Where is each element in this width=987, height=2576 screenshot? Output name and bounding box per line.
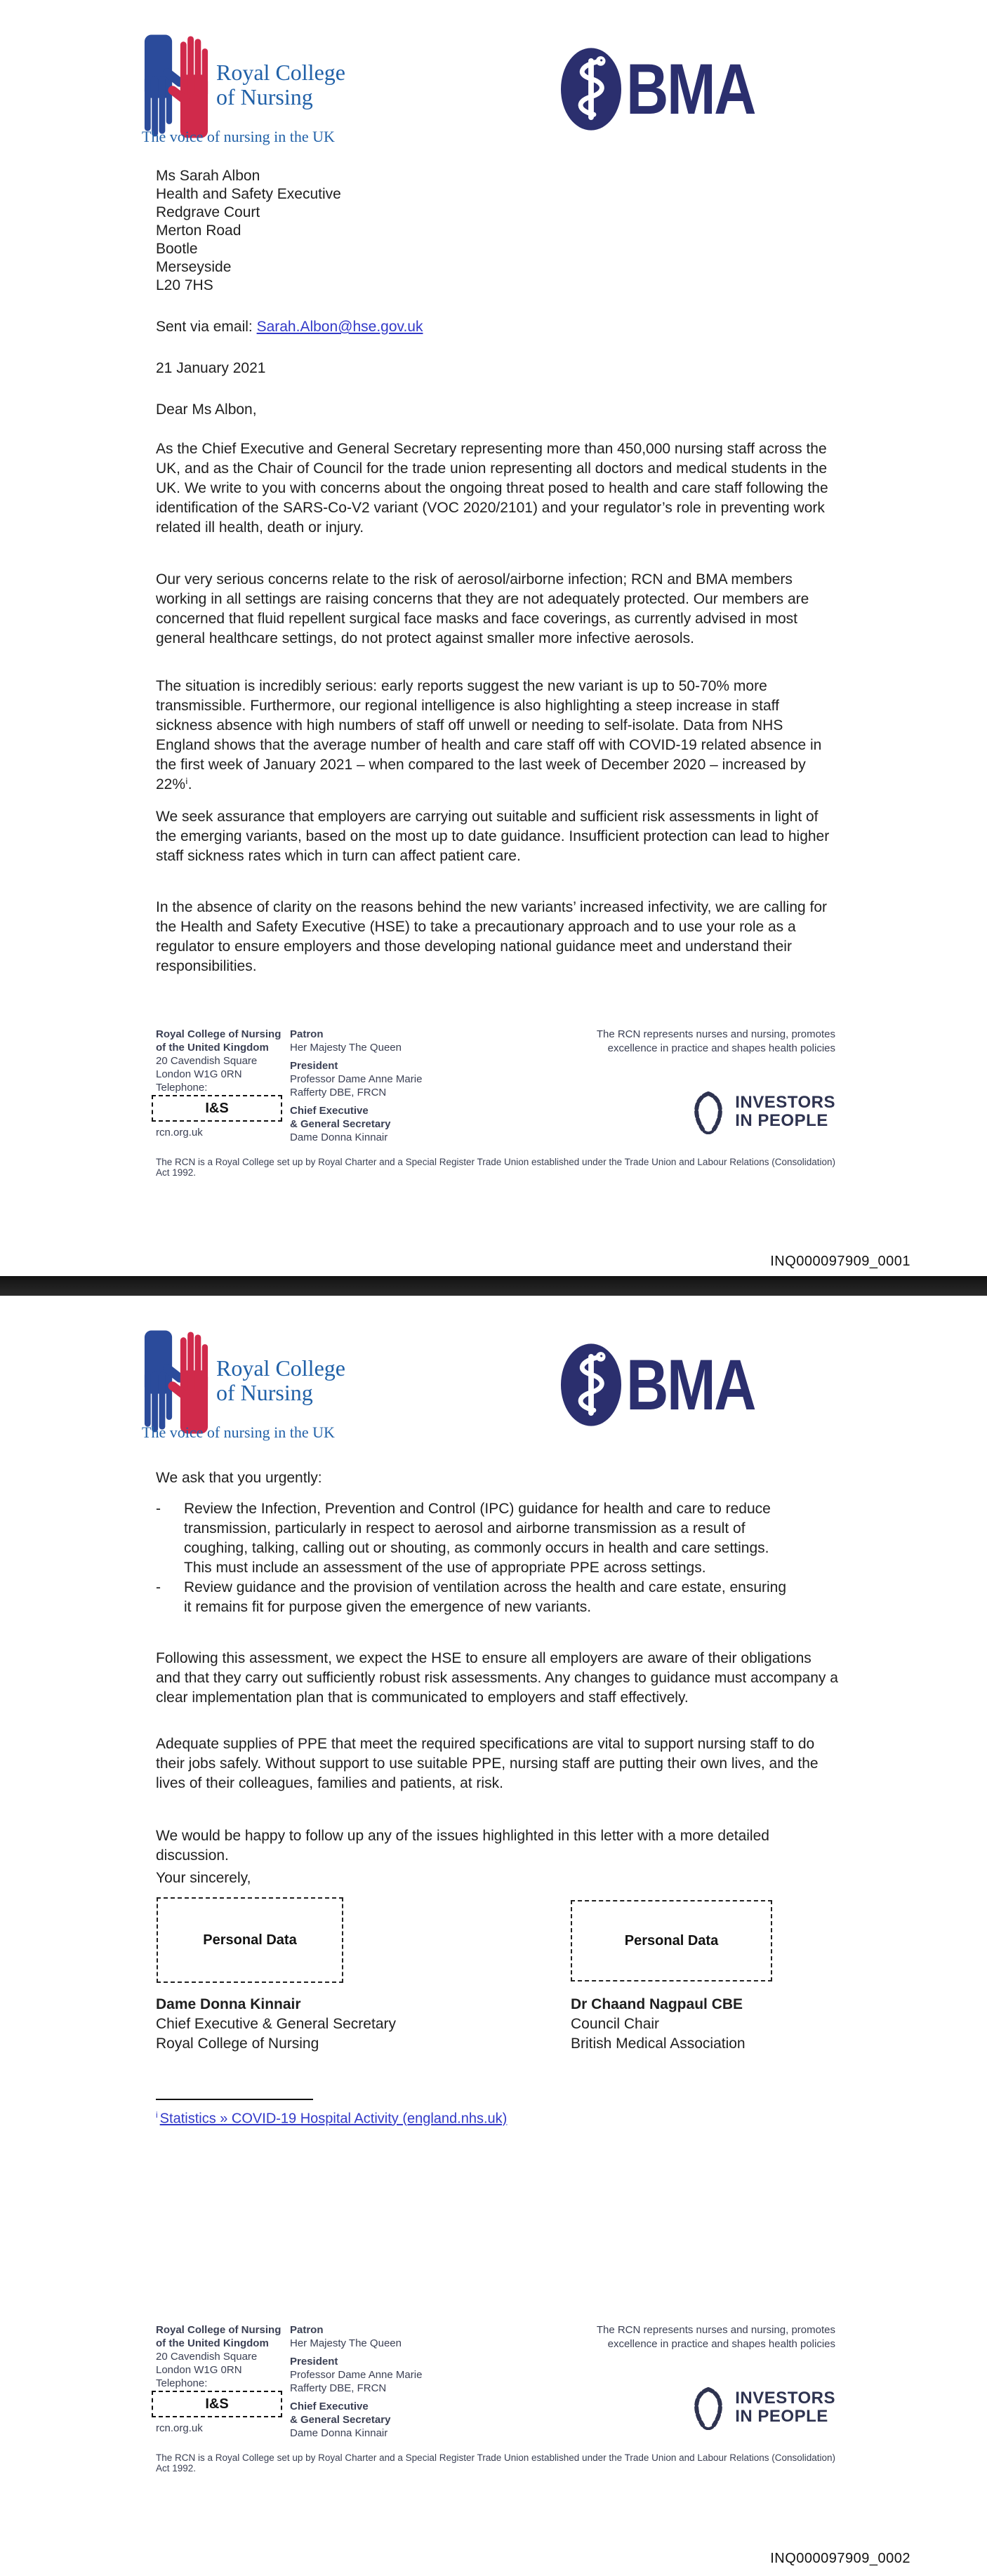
recipient-email-link[interactable]: Sarah.Albon@hse.gov.uk <box>256 319 423 335</box>
bma-logo <box>560 46 783 132</box>
bullet-marker: - <box>156 1501 161 1517</box>
paragraph: Following this assessment, we expect the HSE to ensure all employers are aware of their obligations and that they carry out sufficiently robust risk assessments. Any changes to guidance must accompany a clear implementation plan that is communicated to employers and staff effectively. <box>156 1650 838 1706</box>
letter-page-2 <box>0 1296 987 2576</box>
list-item: - Review the Infection, Prevention and Control (IPC) guidance for health and care to reduce transmission, particularly in respect to aerosol and airborne transmission as a result of coughing, talking, calling out or shouting, as commonly occurs in health and care settings. This must include an assessment of the use of appropriate PPE across settings. <box>156 1499 838 1578</box>
footer-org-name: of the United Kingdom <box>156 2337 269 2349</box>
footer-disclaimer: The RCN is a Royal College set up by Royal Charter and a Special Register Trade Union established under the Trade Union and Labour Relations (Consolidation) Act 1992. <box>156 1157 836 1178</box>
paragraph: We seek assurance that employers are carrying out suitable and sufficient risk assessments in light of the emerging variants, based on the most up to date guidance. Insufficient protection can lead to higher staff sickness rates which in turn can affect patient care. <box>156 809 830 864</box>
bullet-marker: - <box>156 1579 161 1595</box>
footer-telephone-label: Telephone: <box>156 1082 208 1094</box>
sent-via-email-line <box>156 317 838 337</box>
letter-page-1 <box>0 0 987 1276</box>
rcn-hands-icon <box>142 1329 211 1435</box>
footnote <box>156 2106 507 2128</box>
address-line: Merseyside <box>156 259 232 275</box>
footer-officers-column <box>290 1028 444 1144</box>
signatory-block <box>571 1995 746 2054</box>
signatory-name: Dr Chaand Nagpaul CBE <box>571 1996 743 2012</box>
signature-redaction-box <box>157 1897 343 1983</box>
rcn-logo <box>142 25 352 152</box>
signatory-org: British Medical Association <box>571 2036 746 2052</box>
patron-label: Patron <box>290 2324 324 2336</box>
patron-name: Her Majesty The Queen <box>290 1042 402 1054</box>
letterhead <box>0 1321 987 1447</box>
signatory-title: Council Chair <box>571 2016 660 2032</box>
president-label: President <box>290 2356 338 2368</box>
paragraph: We would be happy to follow up any of the issues highlighted in this letter with a more detailed discussion. <box>156 1828 769 1864</box>
footer-address: 20 Cavendish Square <box>156 2351 258 2363</box>
investors-in-people-wordmark: INVESTORS IN PEOPLE <box>735 2389 835 2426</box>
laurel-wreath-icon <box>689 1089 728 1134</box>
closing: Your sincerely, <box>156 1870 251 1886</box>
signatory-block <box>156 1995 396 2054</box>
letter-footer <box>156 2323 835 2464</box>
address-line: Bootle <box>156 241 198 257</box>
redaction-label: I&S <box>205 2396 229 2412</box>
president-name: Rafferty DBE, FRCN <box>290 2382 387 2394</box>
rcn-logo <box>142 1321 352 1447</box>
chief-exec-label: Chief Executive <box>290 2401 369 2412</box>
address-line: Merton Road <box>156 223 241 239</box>
redaction-label: I&S <box>205 1100 229 1116</box>
page-separator <box>0 1276 987 1296</box>
paragraph: The situation is incredibly serious: early reports suggest the new variant is up to 50-70% more transmissible. Furthermore, our regional intelligence is also highlighting a steep increase in staff sickness absence with high numbers of staff off unwell or needing to self-isolate. Data from NHS England shows that the average number of health and care staff off with COVID-19 related absence in the first week of January 2021 – when compared to the last week of December 2020 – increased by 22%ⁱ. <box>156 678 822 792</box>
chief-exec-label: Chief Executive <box>290 1105 369 1117</box>
sent-via-label: Sent via email: <box>156 319 257 335</box>
address-line: Ms Sarah Albon <box>156 168 260 184</box>
recipient-address <box>156 167 838 295</box>
footer-officers-column <box>290 2323 444 2440</box>
footer-website: rcn.org.uk <box>156 2422 203 2434</box>
letterhead <box>0 25 987 152</box>
footer-address: London W1G 0RN <box>156 1068 242 1080</box>
investors-in-people-wordmark: INVESTORS IN PEOPLE <box>735 1093 835 1130</box>
signature-redaction-box <box>571 1900 772 1981</box>
chief-exec-name: Dame Donna Kinnair <box>290 1131 388 1143</box>
urgent-request-intro: We ask that you urgently: <box>156 1470 322 1486</box>
bma-wordmark: BMA <box>626 49 755 129</box>
chief-exec-name: Dame Donna Kinnair <box>290 2427 388 2439</box>
urgent-request-list <box>156 1499 838 1617</box>
paragraph: In the absence of clarity on the reasons behind the new variants’ increased infectivity, we are calling for the Health and Safety Executive (HSE) to take a precautionary approach and to use your role as a regulator to ensure employers and those developing national guidance meet and understand their responsibilities. <box>156 899 828 974</box>
document-ref: INQ000097909_0001 <box>770 1254 910 1269</box>
chief-exec-label: & General Secretary <box>290 1118 391 1130</box>
rcn-wordmark: Royal College of Nursing <box>216 60 345 109</box>
paragraph: As the Chief Executive and General Secretary representing more than 450,000 nursing staff across the UK, and as the Chair of Council for the trade union representing all doctors and medical students in the UK. We write to you with concerns about the ongoing threat posed to health and care staff following the identification of the SARS-Co-V2 variant (VOC 2020/2101) and your regulator’s role in preventing work related ill health, death or injury. <box>156 441 828 536</box>
investors-in-people-logo <box>689 1089 835 1134</box>
footer-address: 20 Cavendish Square <box>156 1055 258 1067</box>
footer-org-name: of the United Kingdom <box>156 1042 269 1054</box>
patron-name: Her Majesty The Queen <box>290 2337 402 2349</box>
address-line: L20 7HS <box>156 277 213 293</box>
chief-exec-label: & General Secretary <box>290 2414 391 2426</box>
letter-date: 21 January 2021 <box>156 360 266 376</box>
list-item: - Review guidance and the provision of ventilation across the health and care estate, ensuring it remains fit for purpose given the emergence of new variants. <box>156 1578 838 1617</box>
redaction-label: Personal Data <box>624 1932 719 1948</box>
president-name: Professor Dame Anne Marie <box>290 2369 423 2381</box>
bma-wordmark: BMA <box>626 1345 755 1425</box>
laurel-wreath-icon <box>689 2385 728 2430</box>
footer-website: rcn.org.uk <box>156 1127 203 1138</box>
letter-footer <box>156 1028 835 1168</box>
rcn-tagline: The voice of nursing in the UK <box>142 128 335 145</box>
footer-telephone-label: Telephone: <box>156 2377 208 2389</box>
signatory-title: Chief Executive & General Secretary <box>156 2016 396 2032</box>
footer-mission-statement: The RCN represents nurses and nursing, promotes excellence in practice and shapes health policies <box>596 2324 835 2350</box>
president-label: President <box>290 1060 338 1072</box>
footer-contact-column <box>156 1028 296 1139</box>
telephone-redaction-box <box>152 1095 282 1122</box>
footnote-marker: i <box>156 2110 158 2120</box>
signatory-org: Royal College of Nursing <box>156 2036 319 2052</box>
redaction-label: Personal Data <box>203 1932 297 1948</box>
footer-mission-statement: The RCN represents nurses and nursing, promotes excellence in practice and shapes health policies <box>596 1028 835 1054</box>
bma-logo <box>560 1342 783 1428</box>
bma-caduceus-icon <box>560 47 622 131</box>
document-ref: INQ000097909_0002 <box>770 2551 910 2566</box>
signatory-name: Dame Donna Kinnair <box>156 1996 301 2012</box>
footer-contact-column <box>156 2323 296 2435</box>
president-name: Professor Dame Anne Marie <box>290 1073 423 1085</box>
rcn-hands-icon <box>142 34 211 139</box>
address-line: Redgrave Court <box>156 204 260 220</box>
footer-org-name: Royal College of Nursing <box>156 2324 281 2336</box>
footer-address: London W1G 0RN <box>156 2364 242 2376</box>
footer-org-name: Royal College of Nursing <box>156 1028 281 1040</box>
rcn-wordmark: Royal College of Nursing <box>216 1355 345 1405</box>
footer-disclaimer: The RCN is a Royal College set up by Royal Charter and a Special Register Trade Union established under the Trade Union and Labour Relations (Consolidation) Act 1992. <box>156 2452 836 2474</box>
paragraph: Adequate supplies of PPE that meet the required specifications are vital to support nursing staff to do their jobs safely. Without support to use suitable PPE, nursing staff are putting their own lives, and the lives of their colleagues, families and patients, at risk. <box>156 1736 819 1791</box>
footnote-separator <box>156 2099 313 2100</box>
rcn-tagline: The voice of nursing in the UK <box>142 1423 335 1441</box>
paragraph: Our very serious concerns relate to the risk of aerosol/airborne infection; RCN and BMA members working in all settings are raising concerns that they are not adequately protected. Our members are concerned that fluid repellent surgical face masks and face coverings, as currently advised in most general healthcare settings, do not protect against smaller more infective aerosols. <box>156 571 809 646</box>
footnote-link[interactable]: Statistics » COVID-19 Hospital Activity (england.nhs.uk) <box>159 2111 508 2127</box>
bma-caduceus-icon <box>560 1343 622 1427</box>
president-name: Rafferty DBE, FRCN <box>290 1087 387 1098</box>
address-line: Health and Safety Executive <box>156 186 341 202</box>
patron-label: Patron <box>290 1028 324 1040</box>
telephone-redaction-box <box>152 2391 282 2417</box>
salutation: Dear Ms Albon, <box>156 401 257 418</box>
investors-in-people-logo <box>689 2385 835 2430</box>
